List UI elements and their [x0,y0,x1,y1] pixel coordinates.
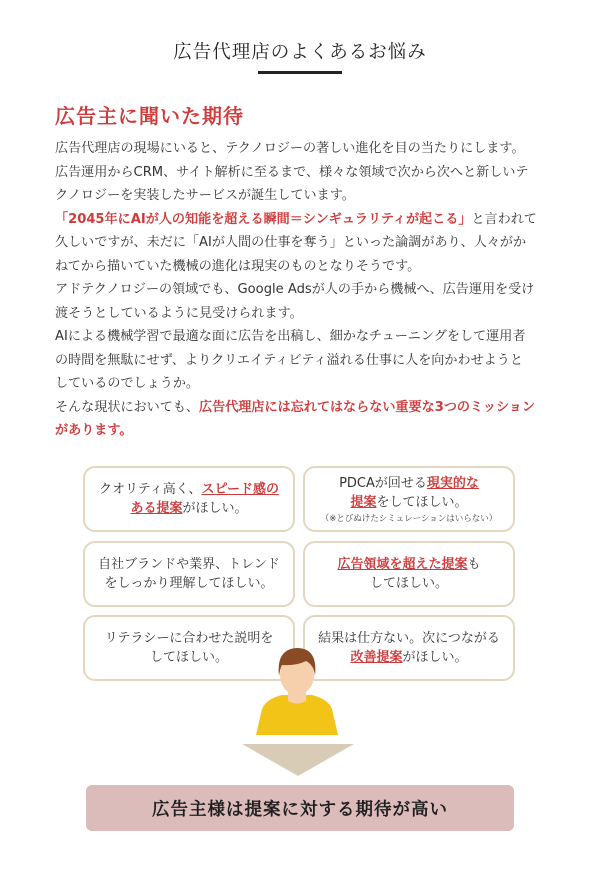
body-line [55,208,555,232]
card-emphasis: 現実的な [426,475,479,491]
highlight-mission: 広告代理店には忘れてはならない重要な3つのミッション [199,399,535,415]
card-line [130,499,247,518]
body-line: しているのでしょうか。 [55,376,200,391]
card-emphasis: ある提案 [130,501,183,516]
highlight-mission-end: があります。 [55,423,133,438]
card-line [339,474,479,493]
card-text: PDCAが回せる [339,475,427,491]
card-line [99,480,279,499]
expectation-card-beyond-ads [303,541,515,607]
body-line: 渡そうとしているように見受けられます。 [55,305,303,321]
card-text: クオリティ高く、 [99,482,202,497]
body-line: の時間を無駄にせず、よりクリエイティビティ溢れる仕事に人を向かわせようと [55,352,523,368]
body-line: アドテクノロジーの領域でも、Google Adsが人の手から機械へ、広告運用を受け [55,282,535,297]
expectation-card-pdca [303,466,515,532]
card-line: 結果は仕方ない。次につながる [318,631,500,646]
card-line [350,648,467,667]
card-text: がほしい。 [182,501,248,516]
body-text-span: と言われて [471,211,537,227]
body-line [55,396,555,420]
expectation-card-speed [83,466,295,532]
card-line: リテラシーに合わせた説明を [104,631,274,646]
body-line [55,419,555,443]
card-line [337,555,480,574]
card-emphasis: 広告領域を超えた提案 [337,557,468,572]
body-line: 広告代理店の現場にいると、テクノロジーの著しい進化を目の当たりにします。 [55,141,525,156]
body-text-span: そんな現状においても、 [55,399,200,415]
card-emphasis: 提案 [350,494,377,510]
card-text: がほしい。 [402,650,468,665]
banner-text: 広告主様は提案に対する期待が高い [152,799,448,820]
card-line [350,493,467,512]
title-underline [258,71,342,74]
arrow-shape [242,744,354,776]
expectation-card-brand [83,541,295,607]
body-line: クノロジーを実装したサービスが誕生しています。 [55,188,355,203]
card-emphasis: 改善提案 [350,650,403,665]
card-text: も [467,557,481,572]
card-line: 自社ブランドや業界、トレンド [98,557,280,572]
card-note: （※とびぬけたシミュレーションはいらない） [320,513,498,524]
highlight-singularity: 「2045年にAIが人の知能を超える瞬間＝シンギュラリティが起こる」 [55,211,472,227]
card-emphasis: スピード感の [201,482,279,497]
page-title: 広告代理店のよくあるお悩み [173,42,427,63]
down-arrow-icon [242,744,354,776]
body-line: 久しいですが、未だに「AIが人間の仕事を奪う」といった論調があり、人々がか [55,235,527,250]
body-line: ねてから描いていた機械の進化は現実のものとなりそうです。 [55,258,421,274]
person-icon [252,643,342,735]
body-line: AIによる機械学習で最適な面に広告を出稿し、細かなチューニングをして運用者 [55,329,526,344]
card-line: をしっかり理解してほしい。 [104,576,274,591]
card-text: をしてほしい。 [376,494,468,510]
card-line: してほしい。 [369,576,448,591]
conclusion-banner [86,785,514,831]
card-line: してほしい。 [149,650,228,665]
body-line: 広告運用からCRM、サイト解析に至るまで、様々な領域で次から次へと新しいテ [55,164,529,180]
section-heading: 広告主に聞いた期待 [55,104,244,128]
body-paragraph [55,137,555,443]
